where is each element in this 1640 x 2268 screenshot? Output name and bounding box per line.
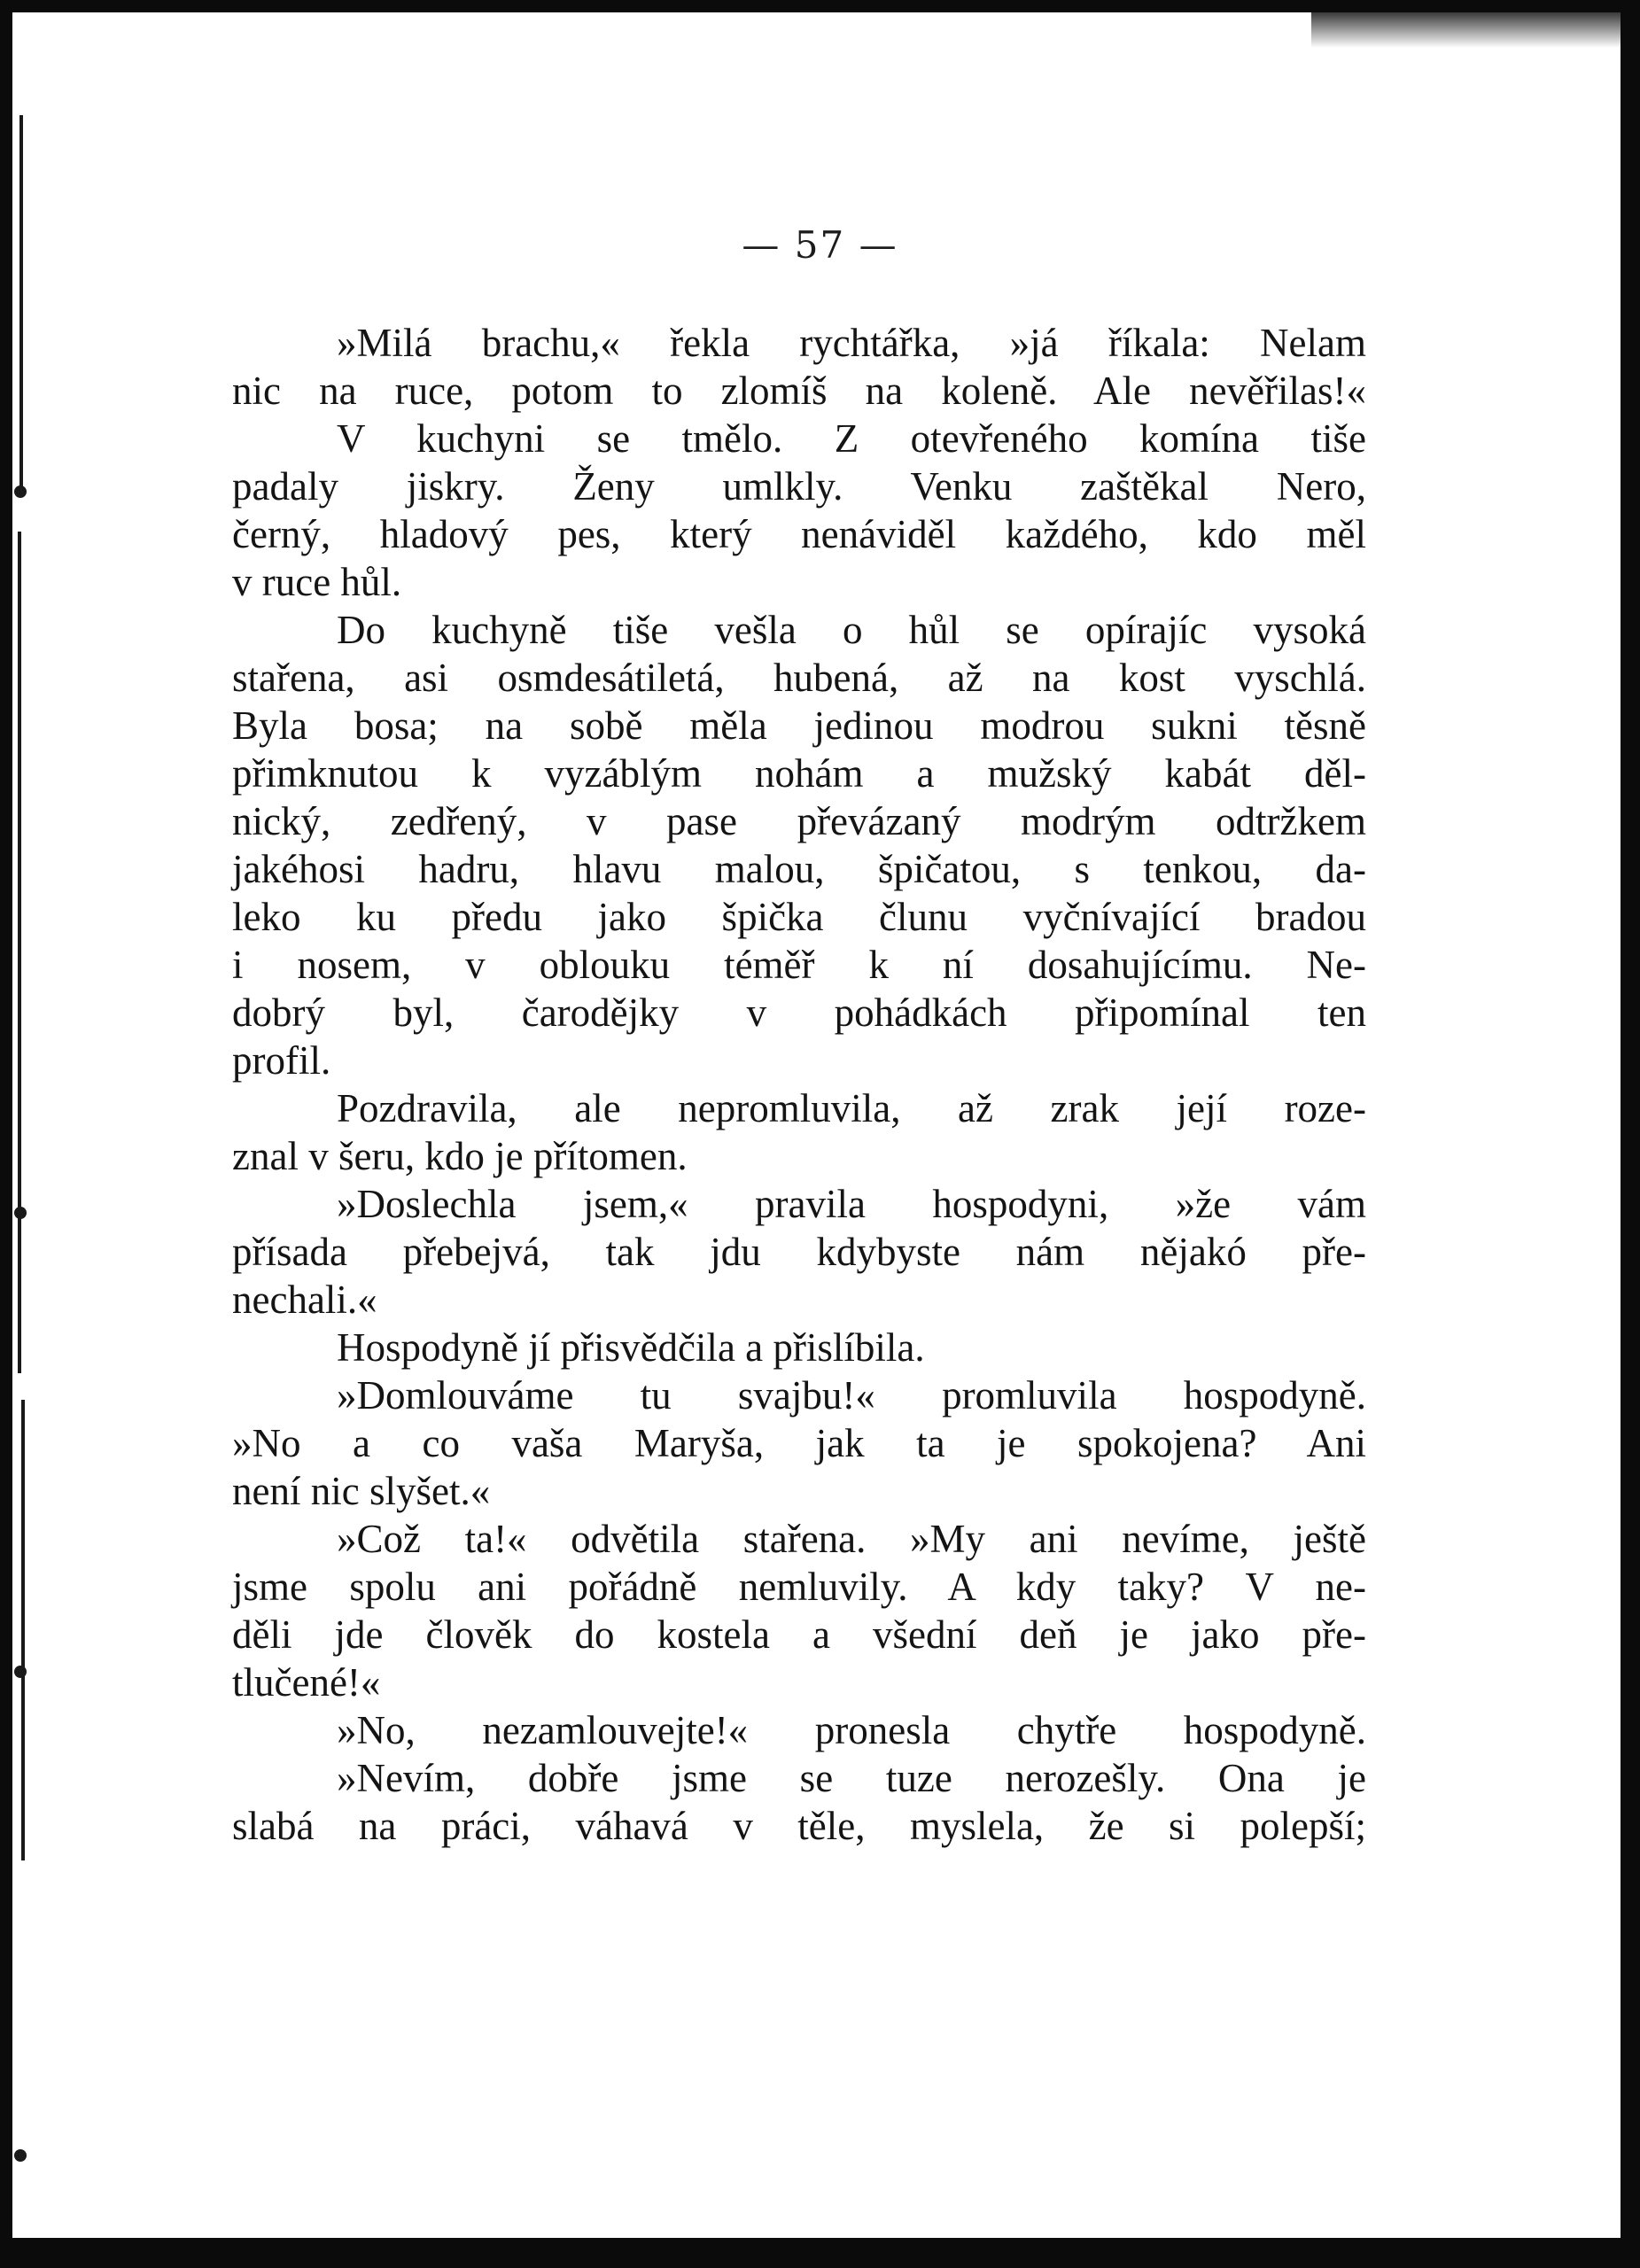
- text-line: přísada přebejvá, tak jdu kdybyste nám nějakó pře-: [232, 1230, 1366, 1274]
- binding-knot: [14, 1666, 27, 1678]
- text-line: dobrý byl, čarodějky v pohádkách připomínal ten: [232, 990, 1366, 1035]
- scan-shadow-top-right: [1311, 12, 1640, 48]
- text-line: není nic slyšet.«: [232, 1469, 491, 1513]
- scan-border-left: [0, 0, 12, 2268]
- text-line: »No, nezamlouvejte!« pronesla chytře hospodyně.: [337, 1708, 1366, 1752]
- text-line: leko ku předu jako špička člunu vyčnívající bradou: [232, 895, 1366, 939]
- binding-knot: [14, 1207, 27, 1219]
- text-line: Byla bosa; na sobě měla jedinou modrou sukni těsně: [232, 703, 1366, 748]
- binding-thread: [18, 532, 21, 1373]
- text-line: děli jde člověk do kostela a všední deň je jako pře-: [232, 1612, 1366, 1657]
- text-line: »Nevím, dobře jsme se tuze nerozešly. Ona je: [337, 1756, 1366, 1800]
- body-text: [232, 319, 1366, 1850]
- text-line: jakéhosi hadru, hlavu malou, špičatou, s tenkou, da-: [232, 847, 1366, 891]
- text-line: Do kuchyně tiše vešla o hůl se opírajíc vysoká: [337, 608, 1366, 652]
- text-line: padaly jiskry. Ženy umlkly. Venku zaštěkal Nero,: [232, 464, 1366, 509]
- text-line: nechali.«: [232, 1278, 377, 1322]
- text-line: »Doslechla jsem,« pravila hospodyni, »že vám: [337, 1182, 1366, 1226]
- scan-border-bottom: [0, 2238, 1640, 2268]
- text-line: »Milá brachu,« řekla rychtářka, »já říkala: Nelam: [337, 321, 1366, 365]
- text-line: stařena, asi osmdesátiletá, hubená, až na kost vyschlá.: [232, 656, 1366, 700]
- text-line: slabá na práci, váhavá v těle, myslela, že si polepší;: [232, 1804, 1366, 1848]
- text-line: Pozdravila, ale nepromluvila, až zrak její roze-: [337, 1086, 1366, 1130]
- binding-knot: [14, 2149, 27, 2162]
- binding-thread: [19, 115, 23, 487]
- text-line: Hospodyně jí přisvědčila a přislíbila.: [337, 1325, 925, 1370]
- binding-knot: [14, 485, 27, 498]
- text-line: černý, hladový pes, který nenáviděl každého, kdo měl: [232, 512, 1366, 556]
- text-line: nický, zedřený, v pase převázaný modrým odtržkem: [232, 799, 1366, 843]
- text-line: znal v šeru, kdo je přítomen.: [232, 1134, 688, 1178]
- text-line: jsme spolu ani pořádně nemluvily. A kdy taky? V ne-: [232, 1565, 1366, 1609]
- text-line: V kuchyni se tmělo. Z otevřeného komína tiše: [337, 416, 1366, 461]
- text-line: i nosem, v oblouku téměř k ní dosahujícímu. Ne-: [232, 943, 1366, 987]
- text-line: tlučené!«: [232, 1660, 381, 1705]
- text-line: »Domlouváme tu svajbu!« promluvila hospodyně.: [337, 1373, 1366, 1418]
- scan-border-top: [0, 0, 1640, 12]
- scan-border-right: [1621, 0, 1640, 2268]
- text-line: »No a co vaša Maryša, jak ta je spokojena? Ani: [232, 1421, 1366, 1465]
- binding-thread: [21, 1400, 25, 1860]
- text-line: »Což ta!« odvětila stařena. »My ani nevíme, ještě: [337, 1517, 1366, 1561]
- text-line: přimknutou k vyzáblým nohám a mužský kabát děl-: [232, 751, 1366, 796]
- text-line: nic na ruce, potom to zlomíš na koleně. Ale nevěřilas!«: [232, 369, 1366, 413]
- page-number: — 57 —: [742, 223, 898, 267]
- text-line: v ruce hůl.: [232, 560, 402, 604]
- text-line: profil.: [232, 1038, 331, 1083]
